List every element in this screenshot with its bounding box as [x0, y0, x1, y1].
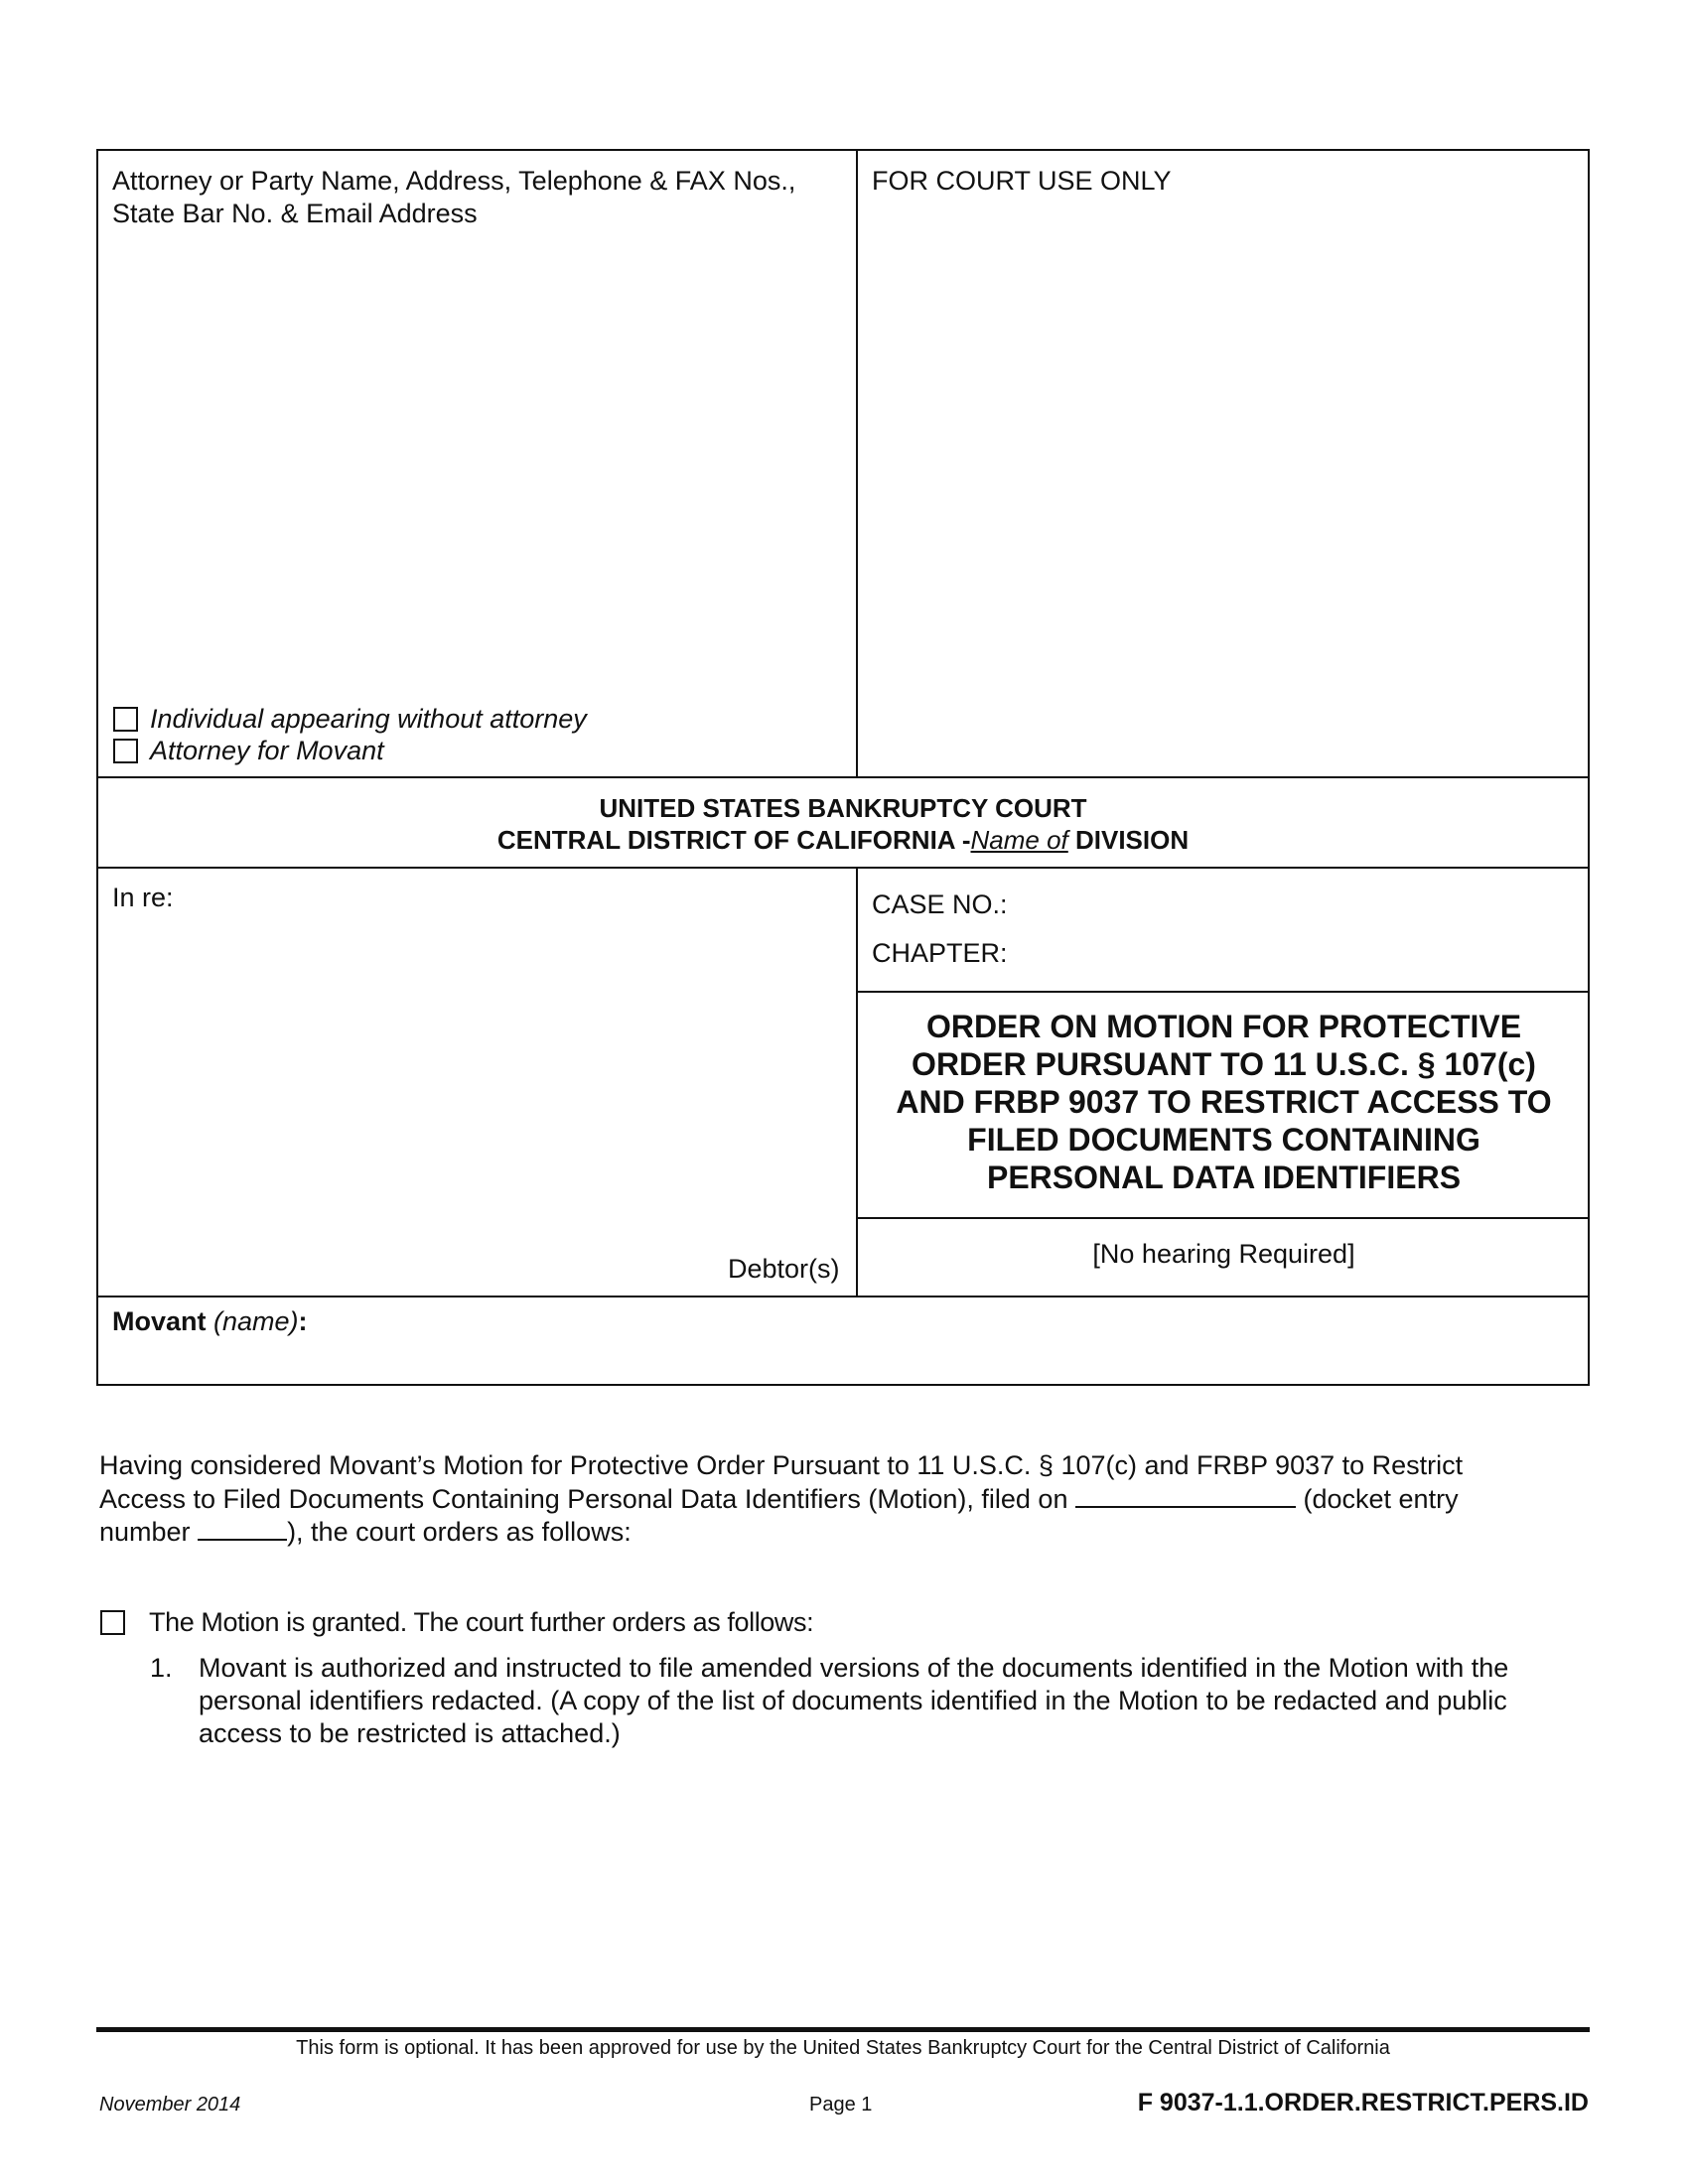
- footer-form-id: F 9037-1.1.ORDER.RESTRICT.PERS.ID: [1137, 2089, 1589, 2116]
- intro-line2: Access to Filed Documents Containing Personal Data Identifiers (Motion), filed on (docket entry: [99, 1484, 1459, 1514]
- intro-line1: Having considered Movant’s Motion for Protective Order Pursuant to 11 U.S.C. § 107(c) and FRBP 9037 to Restrict: [99, 1450, 1464, 1480]
- footer-page: Page 1: [809, 2094, 873, 2116]
- caption-rule-movant: [96, 1296, 1590, 1297]
- motion-granted-checkbox[interactable]: [100, 1610, 125, 1635]
- attorney-checkbox[interactable]: [113, 739, 138, 763]
- caption-rule-title: [856, 1217, 1590, 1219]
- order-title: [858, 1008, 1590, 1196]
- order-title-line: ORDER ON MOTION FOR PROTECTIVE: [925, 1009, 1522, 1044]
- footer-notice: This form is optional. It has been approved for use by the United States Bankruptcy Court for the Central District of California: [296, 2037, 1390, 2059]
- chapter-label: CHAPTER:: [872, 938, 1008, 968]
- intro-line3: number ), the court orders as follows:: [99, 1517, 632, 1547]
- caption-rule-court: [96, 776, 1590, 778]
- footer-date: November 2014: [99, 2094, 241, 2116]
- no-hearing-label: [No hearing Required]: [1092, 1239, 1355, 1269]
- attorney-label-line1: Attorney or Party Name, Address, Telephone & FAX Nos.,: [112, 166, 796, 196]
- attorney-checkbox-label: Attorney for Movant: [150, 736, 384, 765]
- division-name-placeholder: Name of: [970, 825, 1068, 855]
- order-title-line: PERSONAL DATA IDENTIFIERS: [986, 1160, 1462, 1195]
- individual-checkbox-label: Individual appearing without attorney: [150, 704, 587, 734]
- individual-checkbox[interactable]: [113, 707, 138, 732]
- caption-frame: [96, 149, 1590, 1386]
- item1-line1: Movant is authorized and instructed to file amended versions of the documents identified in the Motion with the: [199, 1653, 1509, 1683]
- docket-entry-blank[interactable]: [198, 1515, 287, 1541]
- caption-rule-chapter: [856, 991, 1590, 993]
- filed-on-date-blank[interactable]: [1075, 1482, 1296, 1508]
- debtors-label: Debtor(s): [728, 1254, 840, 1284]
- item1-line2: personal identifiers redacted. (A copy of the list of documents identified in the Motion to be redacted and public: [199, 1686, 1507, 1715]
- item1-number: 1.: [150, 1653, 173, 1683]
- order-title-line: ORDER PURSUANT TO 11 U.S.C. § 107(c): [912, 1046, 1536, 1082]
- movant-label: Movant: [112, 1306, 207, 1336]
- movant-line: Movant (name):: [112, 1306, 308, 1336]
- motion-granted-label: The Motion is granted. The court further orders as follows:: [149, 1607, 814, 1637]
- court-name-line2: CENTRAL DISTRICT OF CALIFORNIA -Name of DIVISION: [496, 825, 1190, 855]
- order-title-line: AND FRBP 9037 TO RESTRICT ACCESS TO: [896, 1084, 1552, 1120]
- case-no-label: CASE NO.:: [872, 889, 1008, 919]
- court-name-line1: UNITED STATES BANKRUPTCY COURT: [599, 793, 1087, 823]
- footer-rule: [96, 2027, 1590, 2032]
- court-use-label: FOR COURT USE ONLY: [872, 166, 1172, 196]
- caption-rule-inre: [96, 867, 1590, 869]
- court-name: [96, 792, 1590, 856]
- caption-divider-top: [856, 149, 858, 777]
- order-title-line: FILED DOCUMENTS CONTAINING: [967, 1122, 1480, 1158]
- in-re-label: In re:: [112, 883, 174, 912]
- attorney-label-line2: State Bar No. & Email Address: [112, 199, 478, 228]
- movant-name-hint: (name): [213, 1306, 299, 1336]
- item1-line3: access to be restricted is attached.): [199, 1718, 621, 1748]
